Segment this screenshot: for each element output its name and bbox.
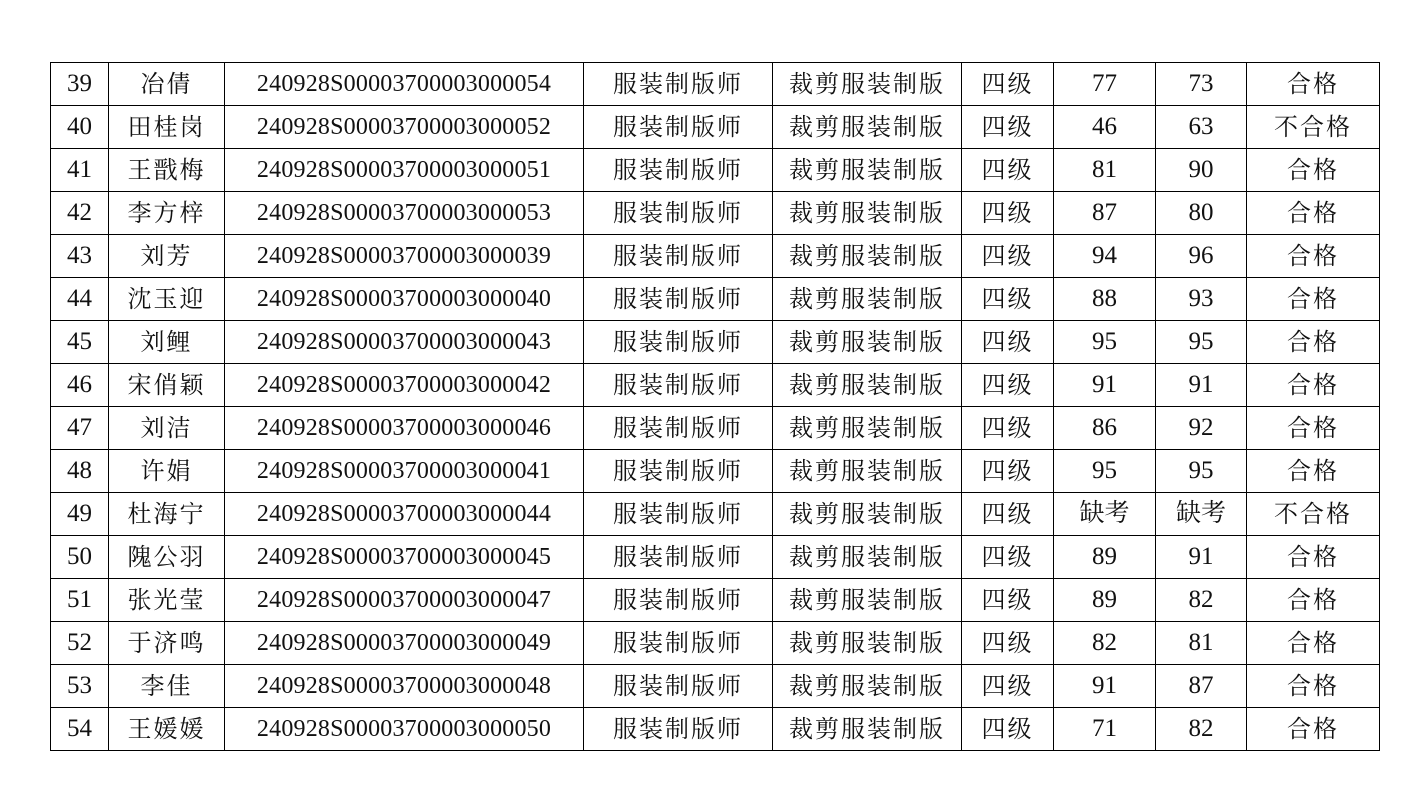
result-cell: 不合格 (1247, 493, 1380, 536)
practical-score-cell: 90 (1156, 149, 1247, 192)
direction-cell: 裁剪服装制版 (773, 63, 962, 106)
occupation-cell: 服装制版师 (584, 407, 773, 450)
level-cell: 四级 (962, 149, 1054, 192)
name-cell: 刘洁 (109, 407, 225, 450)
table-row (51, 235, 1380, 278)
certificate-id-cell: 240928S00003700003000046 (225, 407, 584, 450)
level-cell: 四级 (962, 321, 1054, 364)
certificate-id-cell: 240928S00003700003000054 (225, 63, 584, 106)
practical-score-cell: 95 (1156, 321, 1247, 364)
occupation-cell: 服装制版师 (584, 278, 773, 321)
direction-cell: 裁剪服装制版 (773, 579, 962, 622)
direction-cell: 裁剪服装制版 (773, 708, 962, 751)
table-row (51, 665, 1380, 708)
name-cell: 田桂岗 (109, 106, 225, 149)
certificate-id-cell: 240928S00003700003000047 (225, 579, 584, 622)
theory-score-cell: 82 (1054, 622, 1156, 665)
level-cell: 四级 (962, 407, 1054, 450)
direction-cell: 裁剪服装制版 (773, 665, 962, 708)
name-cell: 李佳 (109, 665, 225, 708)
practical-score-cell: 93 (1156, 278, 1247, 321)
result-cell: 合格 (1247, 149, 1380, 192)
row-number-cell: 41 (51, 149, 109, 192)
row-number-cell: 51 (51, 579, 109, 622)
theory-score-cell: 87 (1054, 192, 1156, 235)
occupation-cell: 服装制版师 (584, 321, 773, 364)
occupation-cell: 服装制版师 (584, 192, 773, 235)
practical-score-cell: 缺考 (1156, 493, 1247, 536)
level-cell: 四级 (962, 622, 1054, 665)
occupation-cell: 服装制版师 (584, 622, 773, 665)
occupation-cell: 服装制版师 (584, 149, 773, 192)
name-cell: 刘芳 (109, 235, 225, 278)
row-number-cell: 47 (51, 407, 109, 450)
level-cell: 四级 (962, 450, 1054, 493)
theory-score-cell: 95 (1054, 450, 1156, 493)
occupation-cell: 服装制版师 (584, 450, 773, 493)
table-row (51, 63, 1380, 106)
certificate-id-cell: 240928S00003700003000050 (225, 708, 584, 751)
result-cell: 合格 (1247, 63, 1380, 106)
theory-score-cell: 86 (1054, 407, 1156, 450)
theory-score-cell: 71 (1054, 708, 1156, 751)
row-number-cell: 48 (51, 450, 109, 493)
table-body (51, 63, 1380, 751)
practical-score-cell: 95 (1156, 450, 1247, 493)
result-cell: 合格 (1247, 579, 1380, 622)
direction-cell: 裁剪服装制版 (773, 278, 962, 321)
row-number-cell: 46 (51, 364, 109, 407)
direction-cell: 裁剪服装制版 (773, 192, 962, 235)
occupation-cell: 服装制版师 (584, 106, 773, 149)
level-cell: 四级 (962, 493, 1054, 536)
practical-score-cell: 80 (1156, 192, 1247, 235)
result-cell: 合格 (1247, 708, 1380, 751)
occupation-cell: 服装制版师 (584, 235, 773, 278)
theory-score-cell: 81 (1054, 149, 1156, 192)
level-cell: 四级 (962, 235, 1054, 278)
name-cell: 隗公羽 (109, 536, 225, 579)
row-number-cell: 42 (51, 192, 109, 235)
level-cell: 四级 (962, 364, 1054, 407)
name-cell: 冶倩 (109, 63, 225, 106)
name-cell: 王媛媛 (109, 708, 225, 751)
name-cell: 刘鲤 (109, 321, 225, 364)
direction-cell: 裁剪服装制版 (773, 450, 962, 493)
certificate-id-cell: 240928S00003700003000040 (225, 278, 584, 321)
name-cell: 杜海宁 (109, 493, 225, 536)
row-number-cell: 44 (51, 278, 109, 321)
table-row (51, 622, 1380, 665)
certificate-id-cell: 240928S00003700003000051 (225, 149, 584, 192)
table-row (51, 149, 1380, 192)
row-number-cell: 52 (51, 622, 109, 665)
occupation-cell: 服装制版师 (584, 63, 773, 106)
name-cell: 王戬梅 (109, 149, 225, 192)
row-number-cell: 43 (51, 235, 109, 278)
practical-score-cell: 82 (1156, 579, 1247, 622)
name-cell: 沈玉迎 (109, 278, 225, 321)
occupation-cell: 服装制版师 (584, 493, 773, 536)
name-cell: 于济鸣 (109, 622, 225, 665)
table-row (51, 278, 1380, 321)
certificate-id-cell: 240928S00003700003000053 (225, 192, 584, 235)
row-number-cell: 45 (51, 321, 109, 364)
result-cell: 合格 (1247, 235, 1380, 278)
occupation-cell: 服装制版师 (584, 579, 773, 622)
practical-score-cell: 96 (1156, 235, 1247, 278)
table-row (51, 364, 1380, 407)
table-row (51, 708, 1380, 751)
table-row (51, 579, 1380, 622)
practical-score-cell: 81 (1156, 622, 1247, 665)
row-number-cell: 49 (51, 493, 109, 536)
table-row (51, 493, 1380, 536)
result-cell: 合格 (1247, 407, 1380, 450)
row-number-cell: 39 (51, 63, 109, 106)
result-cell: 合格 (1247, 536, 1380, 579)
result-cell: 合格 (1247, 665, 1380, 708)
theory-score-cell: 缺考 (1054, 493, 1156, 536)
row-number-cell: 50 (51, 536, 109, 579)
table-row (51, 192, 1380, 235)
result-cell: 合格 (1247, 278, 1380, 321)
practical-score-cell: 92 (1156, 407, 1247, 450)
practical-score-cell: 87 (1156, 665, 1247, 708)
result-cell: 合格 (1247, 450, 1380, 493)
theory-score-cell: 77 (1054, 63, 1156, 106)
theory-score-cell: 91 (1054, 665, 1156, 708)
row-number-cell: 54 (51, 708, 109, 751)
occupation-cell: 服装制版师 (584, 364, 773, 407)
occupation-cell: 服装制版师 (584, 708, 773, 751)
certificate-id-cell: 240928S00003700003000041 (225, 450, 584, 493)
level-cell: 四级 (962, 708, 1054, 751)
practical-score-cell: 91 (1156, 536, 1247, 579)
certificate-id-cell: 240928S00003700003000045 (225, 536, 584, 579)
level-cell: 四级 (962, 579, 1054, 622)
direction-cell: 裁剪服装制版 (773, 493, 962, 536)
level-cell: 四级 (962, 63, 1054, 106)
result-cell: 合格 (1247, 192, 1380, 235)
name-cell: 许娟 (109, 450, 225, 493)
level-cell: 四级 (962, 106, 1054, 149)
certificate-id-cell: 240928S00003700003000043 (225, 321, 584, 364)
result-cell: 合格 (1247, 622, 1380, 665)
theory-score-cell: 95 (1054, 321, 1156, 364)
direction-cell: 裁剪服装制版 (773, 622, 962, 665)
direction-cell: 裁剪服装制版 (773, 235, 962, 278)
certificate-id-cell: 240928S00003700003000039 (225, 235, 584, 278)
direction-cell: 裁剪服装制版 (773, 106, 962, 149)
result-cell: 不合格 (1247, 106, 1380, 149)
results-table (50, 62, 1380, 751)
practical-score-cell: 63 (1156, 106, 1247, 149)
practical-score-cell: 91 (1156, 364, 1247, 407)
certificate-id-cell: 240928S00003700003000052 (225, 106, 584, 149)
direction-cell: 裁剪服装制版 (773, 321, 962, 364)
certificate-id-cell: 240928S00003700003000044 (225, 493, 584, 536)
name-cell: 张光莹 (109, 579, 225, 622)
practical-score-cell: 73 (1156, 63, 1247, 106)
result-cell: 合格 (1247, 321, 1380, 364)
name-cell: 宋俏颖 (109, 364, 225, 407)
theory-score-cell: 89 (1054, 536, 1156, 579)
row-number-cell: 53 (51, 665, 109, 708)
certificate-id-cell: 240928S00003700003000042 (225, 364, 584, 407)
table-row (51, 407, 1380, 450)
theory-score-cell: 91 (1054, 364, 1156, 407)
theory-score-cell: 88 (1054, 278, 1156, 321)
level-cell: 四级 (962, 278, 1054, 321)
direction-cell: 裁剪服装制版 (773, 407, 962, 450)
theory-score-cell: 94 (1054, 235, 1156, 278)
row-number-cell: 40 (51, 106, 109, 149)
direction-cell: 裁剪服装制版 (773, 536, 962, 579)
level-cell: 四级 (962, 536, 1054, 579)
result-cell: 合格 (1247, 364, 1380, 407)
certificate-id-cell: 240928S00003700003000049 (225, 622, 584, 665)
practical-score-cell: 82 (1156, 708, 1247, 751)
direction-cell: 裁剪服装制版 (773, 149, 962, 192)
certificate-id-cell: 240928S00003700003000048 (225, 665, 584, 708)
table-row (51, 450, 1380, 493)
name-cell: 李方梓 (109, 192, 225, 235)
level-cell: 四级 (962, 665, 1054, 708)
direction-cell: 裁剪服装制版 (773, 364, 962, 407)
occupation-cell: 服装制版师 (584, 665, 773, 708)
occupation-cell: 服装制版师 (584, 536, 773, 579)
table-row (51, 536, 1380, 579)
level-cell: 四级 (962, 192, 1054, 235)
table-row (51, 106, 1380, 149)
theory-score-cell: 46 (1054, 106, 1156, 149)
table-row (51, 321, 1380, 364)
theory-score-cell: 89 (1054, 579, 1156, 622)
